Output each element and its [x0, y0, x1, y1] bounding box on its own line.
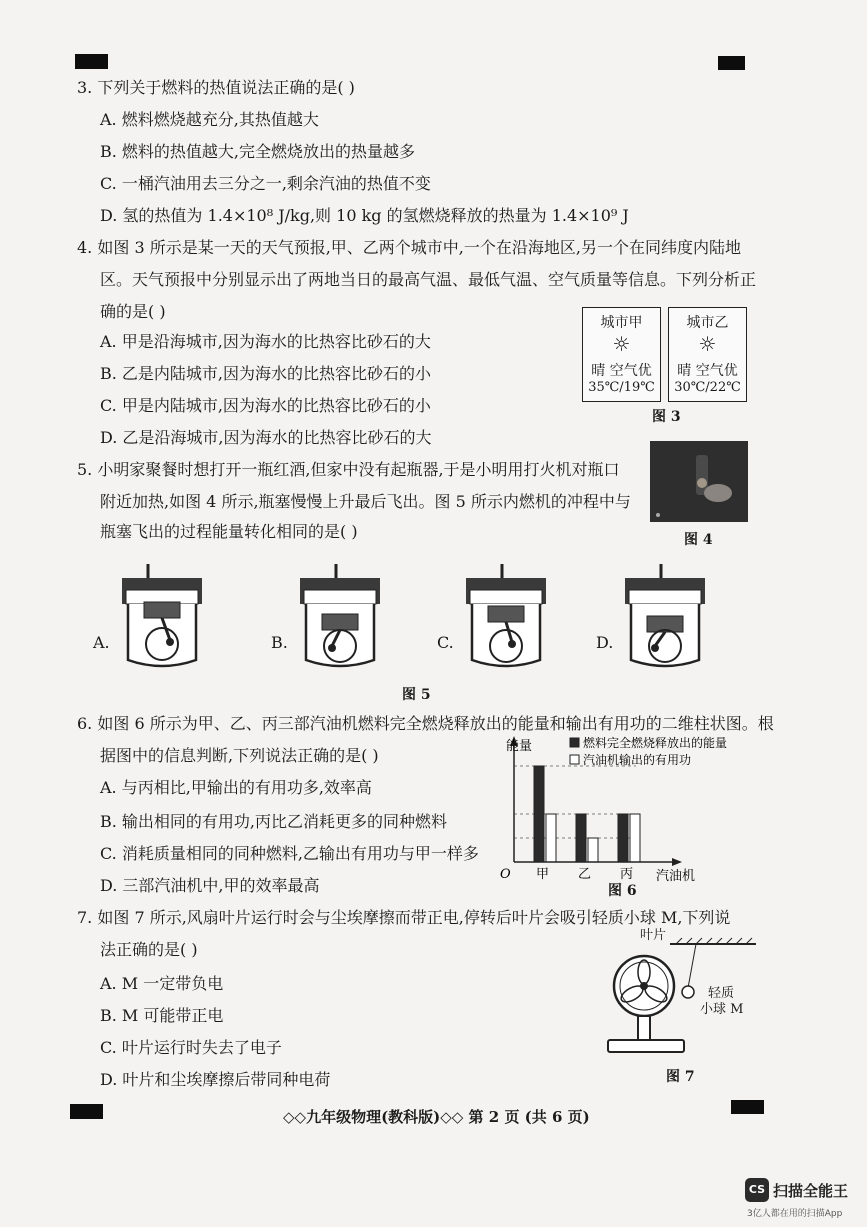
bar-energy-1 [576, 814, 586, 862]
corner-mark-bottom-right [731, 1100, 764, 1114]
sun-icon: ☼ [612, 332, 631, 356]
engine-diagram-c [456, 562, 556, 672]
cs-badge-text: CS [748, 1183, 766, 1196]
q7-option-c: C. 叶片运行时失去了电子 [100, 1038, 282, 1057]
q4-option-c: C. 甲是内陆城市,因为海水的比热容比砂石的小 [100, 396, 431, 415]
x-tick-label: 甲 [536, 867, 550, 882]
x-tick-label: 乙 [578, 867, 592, 882]
q7-option-b: B. M 可能带正电 [100, 1006, 224, 1025]
q6-option-c: C. 消耗质量相同的同种燃料,乙输出有用功与甲一样多 [100, 844, 479, 863]
chart-origin: O [500, 867, 511, 882]
city-b-weather: 晴 空气优 [677, 363, 738, 379]
engine-option-c-label: C. [437, 633, 454, 652]
sun-icon: ☼ [698, 332, 717, 356]
blade-label: 叶片 [640, 928, 667, 943]
ball-m [682, 986, 694, 998]
question-6-stem-line1: 6. 如图 6 所示为甲、乙、丙三部汽油机燃料完全燃烧释放出的能量和输出有用功的二维柱状图。根 [77, 714, 774, 733]
question-3-stem: 3. 下列关于燃料的热值说法正确的是( ) [77, 78, 355, 97]
engine-diagram-a [112, 562, 212, 672]
page-footer: ◇◇九年级物理(教科版)◇◇ 第 2 页 (共 6 页) [283, 1108, 590, 1126]
weather-card-city-a [582, 307, 661, 402]
corner-mark-bottom-left [70, 1104, 103, 1119]
q7-option-a: A. M 一定带负电 [100, 974, 224, 993]
bar-work-0 [546, 814, 556, 862]
scanner-app-tagline: 3亿人都在用的扫描App [747, 1209, 843, 1219]
city-b-temp: 30℃/22℃ [674, 380, 741, 395]
q6-option-b: B. 输出相同的有用功,丙比乙消耗更多的同种燃料 [100, 812, 448, 831]
q4-option-d: D. 乙是沿海城市,因为海水的比热容比砂石的大 [100, 428, 432, 447]
q6-option-d: D. 三部汽油机中,甲的效率最高 [100, 876, 320, 895]
engine-diagram-b [290, 562, 390, 672]
bar-energy-0 [534, 766, 544, 862]
figure-3-caption: 图 3 [652, 409, 681, 425]
engine-option-d-label: D. [596, 633, 614, 652]
engine-diagram-d [615, 562, 715, 672]
figure-4-bottle-photo [650, 441, 748, 522]
q4-option-b: B. 乙是内陆城市,因为海水的比热容比砂石的小 [100, 364, 432, 383]
ball-label-line1: 轻质 [708, 986, 735, 1001]
x-axis-arrow [672, 858, 682, 866]
question-4-stem-line3: 确的是( ) [100, 302, 166, 321]
figure-6-bar-chart [496, 732, 766, 884]
question-4-stem-line1: 4. 如图 3 所示是某一天的天气预报,甲、乙两个城市中,一个在沿海地区,另一个在同纬度内陆地 [77, 238, 741, 257]
legend-label-energy: 燃料完全燃烧释放出的能量 [583, 736, 728, 750]
city-a-name: 城市甲 [600, 315, 643, 331]
corner-mark-top-left [75, 54, 108, 69]
q4-option-a: A. 甲是沿海城市,因为海水的比热容比砂石的大 [100, 332, 431, 351]
question-4-stem-line2: 区。天气预报中分别显示出了两地当日的最高气温、最低气温、空气质量等信息。下列分析正 [100, 270, 757, 289]
question-7-stem-line2: 法正确的是( ) [100, 940, 198, 959]
weather-card-city-b [668, 307, 747, 402]
q3-option-d: D. 氢的热值为 1.4×10⁸ J/kg,则 10 kg 的氢燃烧释放的热量为 1.4×10⁹ J [100, 206, 629, 225]
legend-swatch-energy [570, 738, 579, 747]
legend-label-work: 汽油机输出的有用功 [583, 753, 692, 767]
q7-option-d: D. 叶片和尘埃摩擦后带同种电荷 [100, 1070, 331, 1089]
city-a-temp: 35℃/19℃ [588, 380, 655, 395]
question-5-stem-line1: 5. 小明家聚餐时想打开一瓶红酒,但家中没有起瓶器,于是小明用打火机对瓶口 [77, 460, 620, 479]
figure-4-caption: 图 4 [684, 532, 713, 548]
figure-6-caption: 图 6 [608, 883, 637, 899]
q3-option-a: A. 燃料燃烧越充分,其热值越大 [100, 110, 319, 129]
corner-mark-top-right [718, 56, 745, 70]
scanner-app-name: 扫描全能王 [773, 1182, 849, 1200]
cs-badge-icon [745, 1178, 769, 1202]
engine-option-a-label: A. [93, 633, 110, 652]
figure-7-fan-diagram [600, 926, 760, 1062]
x-tick-label: 丙 [620, 867, 634, 882]
bar-work-2 [630, 814, 640, 862]
legend-swatch-work [570, 755, 579, 764]
figure-5-caption: 图 5 [402, 687, 431, 703]
question-6-stem-line2: 据图中的信息判断,下列说法正确的是( ) [100, 746, 379, 765]
question-7-stem-line1: 7. 如图 7 所示,风扇叶片运行时会与尘埃摩擦而带正电,停转后叶片会吸引轻质小球 M,下列说 [77, 908, 731, 927]
engine-option-b-label: B. [271, 633, 288, 652]
city-a-weather: 晴 空气优 [591, 363, 652, 379]
figure-7-caption: 图 7 [666, 1069, 695, 1085]
bar-energy-2 [618, 814, 628, 862]
q3-option-c: C. 一桶汽油用去三分之一,剩余汽油的热值不变 [100, 174, 431, 193]
y-axis-label: 能量 [506, 739, 533, 754]
city-b-name: 城市乙 [686, 315, 729, 331]
q6-option-a: A. 与丙相比,甲输出的有用功多,效率高 [100, 778, 372, 797]
bar-work-1 [588, 838, 598, 862]
ball-label-line2: 小球 M [700, 1002, 744, 1017]
x-axis-label: 汽油机 [656, 869, 696, 884]
question-5-stem-line3: 瓶塞飞出的过程能量转化相同的是( ) [100, 522, 358, 541]
q3-option-b: B. 燃料的热值越大,完全燃烧放出的热量越多 [100, 142, 416, 161]
question-5-stem-line2: 附近加热,如图 4 所示,瓶塞慢慢上升最后飞出。图 5 所示内燃机的冲程中与 [100, 492, 631, 511]
